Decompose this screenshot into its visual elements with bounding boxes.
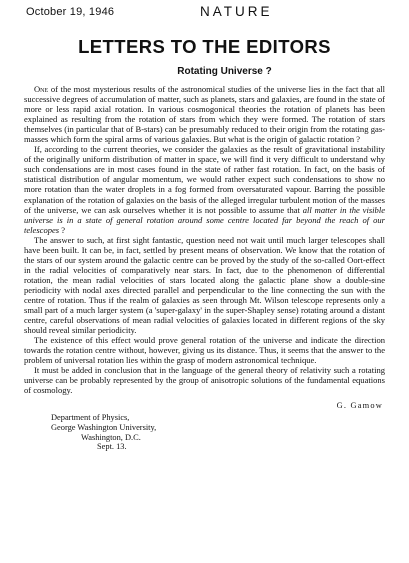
- article-title: Rotating Universe ?: [177, 66, 272, 77]
- paragraph-1: [24, 84, 385, 144]
- paragraph-text: The answer to such, at first sight fantastic, question need not wait until much larger telescopes shall have been built. It can be, in fact, settled by present means of observation. We know that the rotation of the stars of our system around the galactic centre can be proved by the study of the so-called Oort-effect in the radial velocities of comparatively near stars. In fact, due to the phenomenon of differential rotation, the mean radial velocities of stars located along the galactic plane show a double-sine periodicity with nodal axes directed parallel and perpendicular to the line connecting the sun with the centre of rotation. Thus if the realm of galaxies as seen through Mt. Wilson telescope represents only a small part of a much larger system (a 'super-galaxy' in the super-Shapley sense) rotating around a distant centre, careful observations of mean radial velocities of galaxies located in different regions of the sky should reveal similar periodicity.: [24, 234, 385, 336]
- section-title: LETTERS TO THE EDITORS: [78, 36, 331, 57]
- author-address: [51, 413, 385, 451]
- address-line-department: Department of Physics,: [51, 413, 130, 423]
- paragraph-lead-word: One: [34, 84, 49, 94]
- paragraph-text: of the most mysterious results of the astronomical studies of the universe lies in the fact that all successive degrees of accumulation of matter, such as planets, stars and galaxies, are found in the state of more or less rapid axial rotation. In various cosmogonical theories the rotation of planets has been explained as resulting from the rotation of stars from which they were formed. The rotation of stars themselves (in particular that of B-stars) can be presumably reduced to their origin from the rotating gas-masses which form the spiral arms of various galaxies. But what is the origin of galactic rotation ?: [24, 84, 385, 145]
- paragraph-text: The existence of this effect would prove general rotation of the universe and indicate the direction towards the rotation centre without, however, giving us its distance. Thus, it seems that the answer to the problem of universal rotation lies within the grasp of modern astronomical technique.: [24, 335, 385, 366]
- address-line-date: Sept. 13.: [97, 442, 127, 452]
- masthead: [24, 3, 385, 21]
- paragraph-tail-text: ?: [59, 224, 66, 235]
- paragraph-text: If, according to the current theories, we consider the galaxies as the result of gravitational instability of the originally uniform distribution of matter in space, we will find it very difficult to understand why such condensations are in most cases found in the state of rather fast rotation. In fact, on the basis of statistical distribution of angular momentum, we would rather expect such condensations to show no more rotation than the water droplets in a fog formed from oversaturated vapour. Barring the possible explanation of the rotation of galaxies on the basis of the alleged irregular turbulent motion of the masses of the universe, we can ask ourselves whether it is not possible to assume that: [24, 144, 385, 215]
- address-line-university: George Washington University,: [51, 423, 157, 433]
- paragraph-text: It must be added in conclusion that in the language of the general theory of relativity such a rotating universe can be probably represented by the group of anisotropic solutions of the fundamental equations of cosmology.: [24, 365, 385, 396]
- paragraph-4: [24, 335, 385, 365]
- paragraph-5: [24, 365, 385, 395]
- paragraph-italic-text: all matter in the visible universe is in a state of general rotation around some centre located far beyond the reach of our telescopes: [24, 204, 385, 235]
- address-line-city: Washington, D.C.: [81, 432, 141, 442]
- paragraph-2: [24, 144, 385, 234]
- article-body: [24, 84, 385, 395]
- author-signature: G. Gamow: [336, 401, 383, 411]
- issue-date: October 19, 1946: [26, 6, 115, 18]
- journal-name: NATURE: [200, 4, 273, 19]
- paragraph-3: [24, 235, 385, 335]
